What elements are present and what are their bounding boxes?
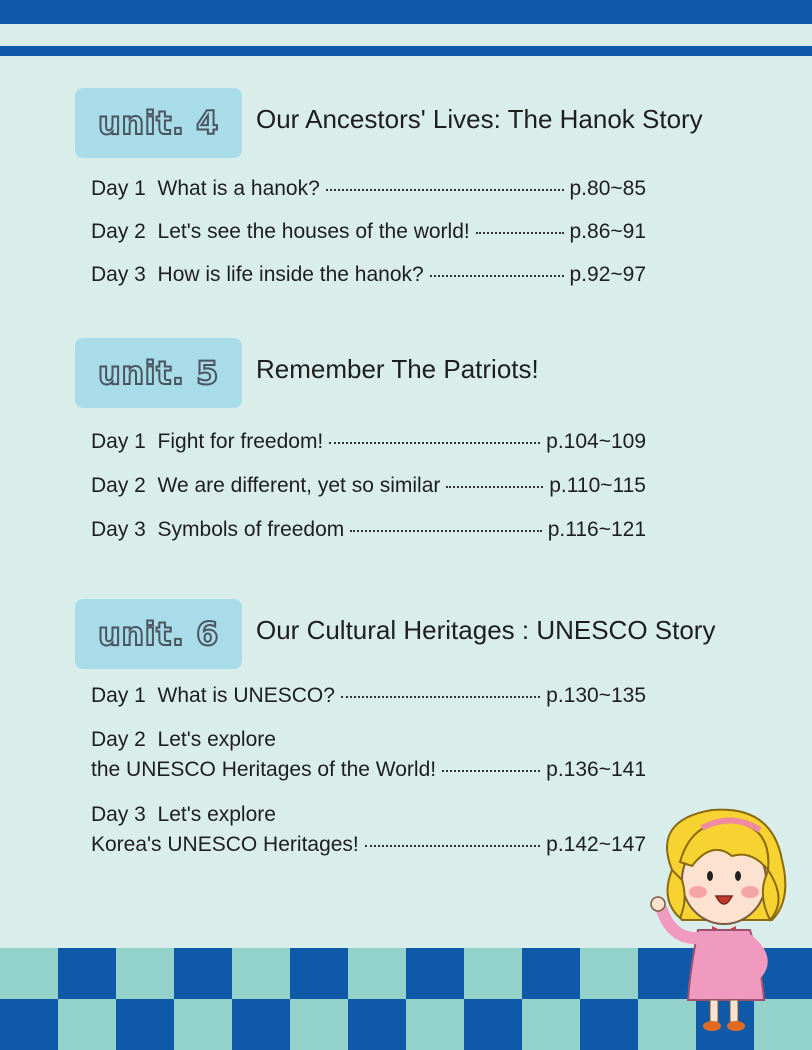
page-range: p.142~147	[546, 833, 646, 856]
top-bar	[0, 0, 812, 24]
checker-cell	[232, 948, 290, 999]
top-line	[0, 46, 812, 56]
checker-cell	[348, 948, 406, 999]
checker-cell	[464, 999, 522, 1050]
top-gap	[0, 24, 812, 46]
girl-illustration	[632, 800, 812, 1040]
day-label: Day 3	[91, 263, 146, 286]
page-range: p.136~141	[546, 758, 646, 781]
page-range: p.116~121	[547, 518, 646, 541]
leader-dots	[446, 486, 543, 488]
entry-text-continued: the UNESCO Heritages of the World!	[91, 758, 437, 781]
checker-cell	[174, 948, 232, 999]
leader-dots	[430, 275, 564, 277]
checker-cell	[290, 948, 348, 999]
page-range: p.130~135	[546, 684, 646, 707]
entry-text: Fight for freedom!	[157, 430, 324, 453]
day-label: Day 2	[91, 728, 146, 751]
checker-cell	[464, 948, 522, 999]
checker-cell	[0, 948, 58, 999]
day-label: Day 1	[91, 684, 146, 707]
page-range: p.86~91	[569, 220, 646, 243]
leader-dots	[442, 770, 540, 772]
entry-text: How is life inside the hanok?	[157, 263, 424, 286]
unit-title: Remember The Patriots!	[256, 354, 539, 384]
checker-cell	[116, 999, 174, 1050]
unit-badge-label: unit. 5	[98, 354, 219, 392]
checker-cell	[406, 999, 464, 1050]
page-range: p.104~109	[546, 430, 646, 453]
day-label: Day 1	[91, 430, 146, 453]
unit-badge-label: unit. 4	[98, 104, 219, 142]
day-label: Day 2	[91, 474, 146, 497]
page-range: p.110~115	[549, 474, 646, 497]
entry-text: We are different, yet so similar	[157, 474, 441, 497]
leader-dots	[341, 696, 540, 698]
leader-dots	[365, 845, 540, 847]
unit-title: Our Ancestors' Lives: The Hanok Story	[256, 104, 703, 134]
leader-dots	[350, 530, 541, 532]
checker-cell	[580, 999, 638, 1050]
checker-cell	[522, 948, 580, 999]
unit-badge	[75, 599, 242, 669]
toc-entry[interactable]	[91, 803, 651, 857]
entry-text: Let's explore	[157, 803, 276, 826]
checker-cell	[290, 999, 348, 1050]
unit-badge	[75, 88, 242, 158]
day-label: Day 3	[91, 803, 146, 826]
day-label: Day 3	[91, 518, 146, 541]
entry-text: What is UNESCO?	[157, 684, 335, 707]
entry-text: What is a hanok?	[157, 177, 320, 200]
checker-cell	[406, 948, 464, 999]
checker-cell	[232, 999, 290, 1050]
checker-cell	[522, 999, 580, 1050]
toc-entry[interactable]	[91, 518, 651, 542]
checker-cell	[58, 999, 116, 1050]
entry-text: Symbols of freedom	[157, 518, 345, 541]
toc-entry[interactable]	[91, 474, 651, 498]
checker-cell	[348, 999, 406, 1050]
leader-dots	[326, 189, 564, 191]
page-range: p.80~85	[569, 177, 646, 200]
unit-badge	[75, 338, 242, 408]
unit-title: Our Cultural Heritages : UNESCO Story	[256, 615, 716, 645]
entry-text: Let's see the houses of the world!	[157, 220, 470, 243]
checker-cell	[58, 948, 116, 999]
unit-badge-label: unit. 6	[98, 615, 219, 653]
toc-entry[interactable]	[91, 220, 651, 244]
entry-text-continued: Korea's UNESCO Heritages!	[91, 833, 359, 856]
checker-cell	[174, 999, 232, 1050]
page-range: p.92~97	[569, 263, 646, 286]
toc-entry[interactable]	[91, 177, 651, 201]
leader-dots	[476, 232, 564, 234]
day-label: Day 1	[91, 177, 146, 200]
toc-entry[interactable]	[91, 430, 651, 454]
day-label: Day 2	[91, 220, 146, 243]
checker-cell	[0, 999, 58, 1050]
leader-dots	[329, 442, 540, 444]
toc-entry[interactable]	[91, 263, 651, 287]
checker-cell	[116, 948, 174, 999]
checker-cell	[580, 948, 638, 999]
entry-text: Let's explore	[157, 728, 276, 751]
toc-entry[interactable]	[91, 684, 651, 708]
toc-entry[interactable]	[91, 728, 651, 782]
